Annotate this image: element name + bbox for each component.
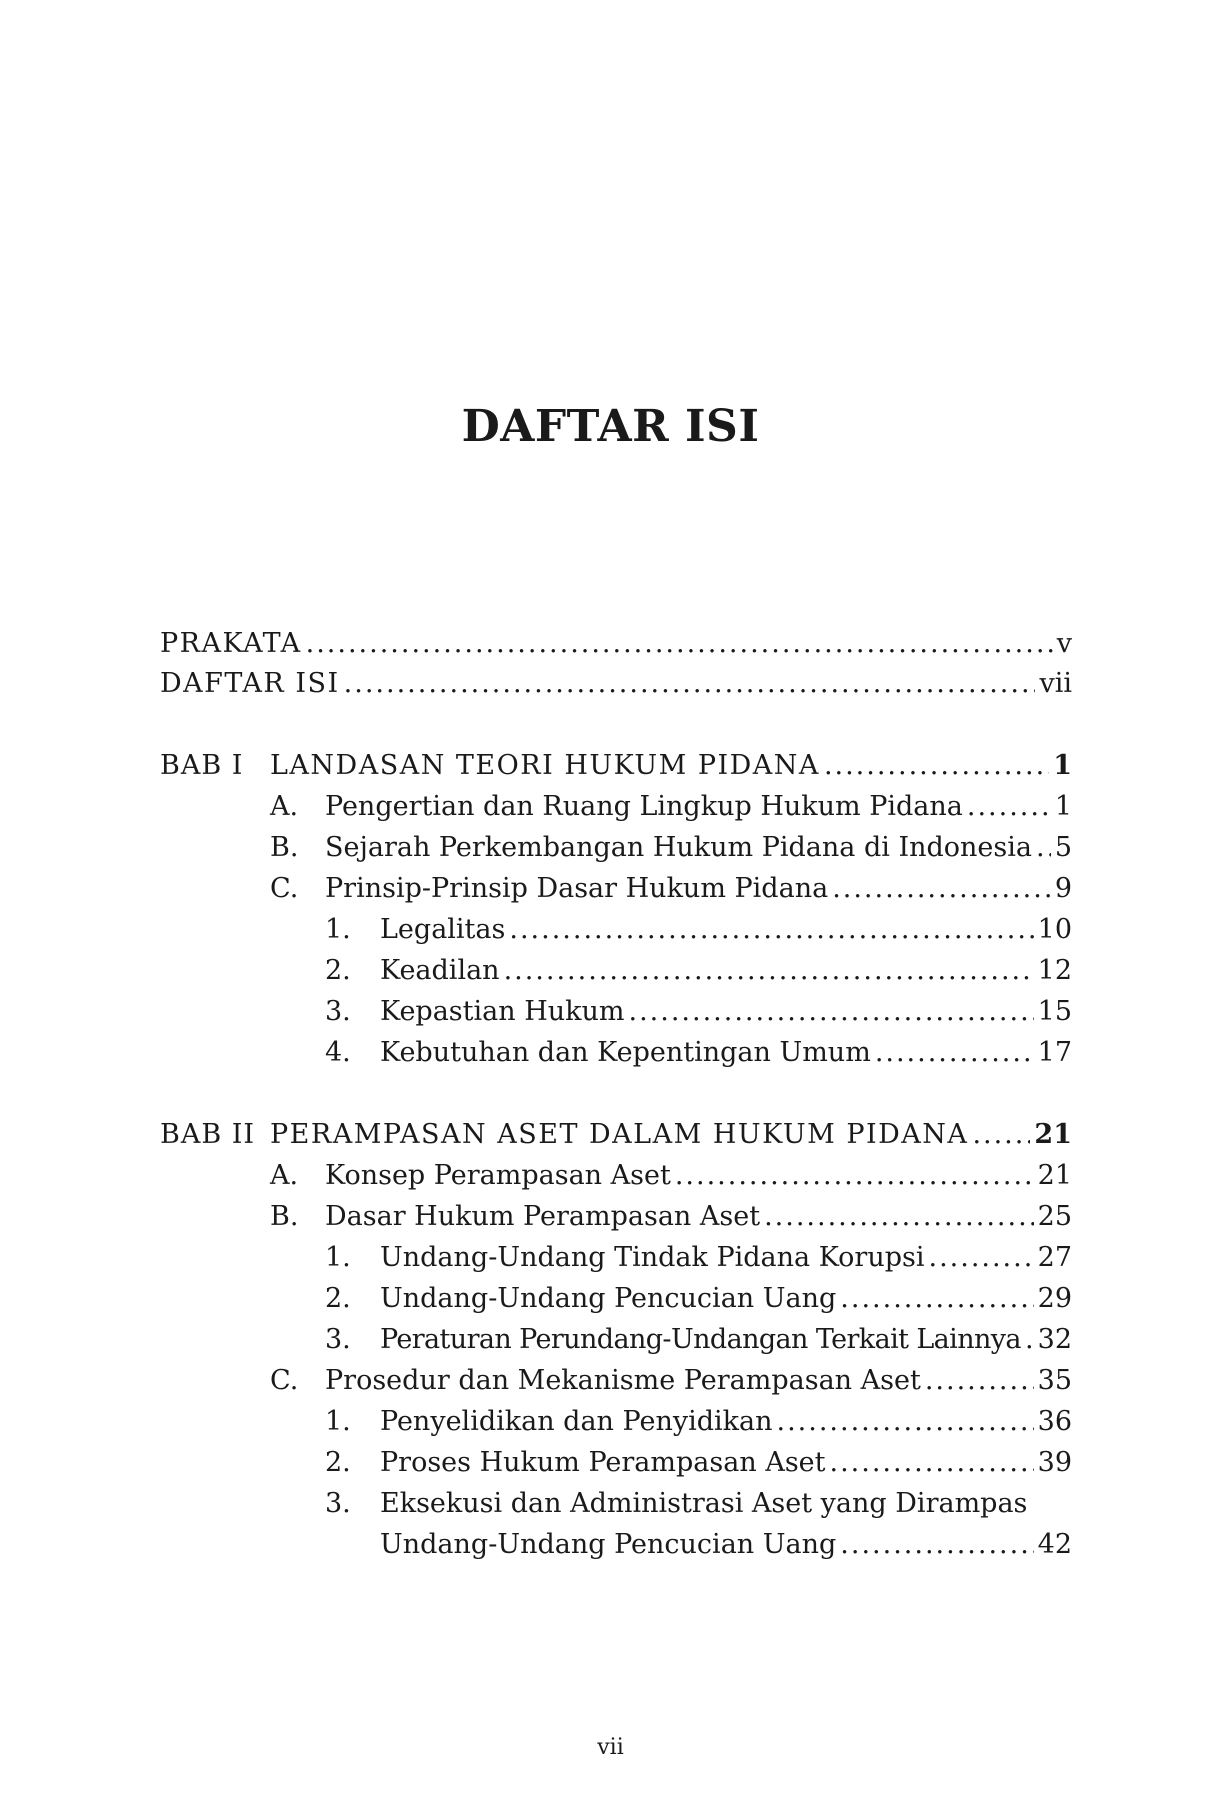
toc-section[interactable] bbox=[160, 1361, 1072, 1401]
toc-page-number: 35 bbox=[1037, 1365, 1072, 1396]
item-title: Kepastian Hukum bbox=[380, 996, 625, 1027]
item-marker: 3. bbox=[325, 1488, 351, 1519]
toc-page-number: 1 bbox=[1053, 750, 1072, 781]
toc-page-number: 1 bbox=[1054, 791, 1072, 822]
dot-leader bbox=[925, 1361, 1034, 1401]
dot-leader bbox=[777, 1402, 1034, 1442]
dot-leader bbox=[504, 951, 1034, 991]
section-title: Prinsip-Prinsip Dasar Hukum Pidana bbox=[325, 873, 829, 904]
section-title: Sejarah Perkembangan Hukum Pidana di Indonesia bbox=[325, 832, 1032, 863]
chapter-label: BAB II bbox=[160, 1119, 256, 1150]
item-marker: 1. bbox=[325, 1242, 351, 1273]
toc-entry-daftar-isi[interactable] bbox=[160, 664, 1072, 704]
item-marker: 3. bbox=[325, 996, 351, 1027]
dot-leader bbox=[306, 624, 1053, 664]
item-marker: 4. bbox=[325, 1037, 351, 1068]
toc-page-number: 39 bbox=[1037, 1447, 1072, 1478]
toc-section[interactable] bbox=[160, 828, 1072, 868]
chapter-label: BAB I bbox=[160, 750, 244, 781]
toc-section[interactable] bbox=[160, 869, 1072, 909]
item-title: Proses Hukum Perampasan Aset bbox=[380, 1447, 826, 1478]
toc-page-number: 42 bbox=[1037, 1529, 1072, 1560]
toc-page-number: 10 bbox=[1037, 914, 1072, 945]
item-marker: 2. bbox=[325, 1447, 351, 1478]
item-marker: 3. bbox=[325, 1324, 351, 1355]
dot-leader bbox=[875, 1033, 1034, 1073]
toc-entry-text: PRAKATA bbox=[160, 628, 302, 659]
toc-chapter-bab-1[interactable] bbox=[160, 746, 1072, 786]
dot-leader bbox=[344, 664, 1036, 704]
toc-subsection[interactable] bbox=[160, 910, 1072, 950]
toc-page-number: 25 bbox=[1037, 1201, 1072, 1232]
section-title: Dasar Hukum Perampasan Aset bbox=[325, 1201, 761, 1232]
dot-leader bbox=[967, 787, 1051, 827]
toc-page-number: 21 bbox=[1037, 1160, 1072, 1191]
toc-subsection[interactable] bbox=[160, 1484, 1072, 1524]
chapter-title: LANDASAN TEORI HUKUM PIDANA bbox=[270, 750, 820, 781]
dot-leader bbox=[840, 1525, 1033, 1565]
toc-page-number: 17 bbox=[1037, 1037, 1072, 1068]
item-title: Undang-Undang Tindak Pidana Korupsi bbox=[380, 1242, 925, 1273]
item-title-continuation: Undang-Undang Pencucian Uang bbox=[380, 1529, 837, 1560]
page-title: DAFTAR ISI bbox=[461, 401, 760, 453]
toc-page-number: 32 bbox=[1037, 1324, 1072, 1355]
toc-page-number: 36 bbox=[1037, 1406, 1072, 1437]
dot-leader bbox=[509, 910, 1033, 950]
dot-leader bbox=[840, 1279, 1033, 1319]
toc-subsection[interactable] bbox=[160, 951, 1072, 991]
item-title: Keadilan bbox=[380, 955, 500, 986]
toc-page-number: vii bbox=[1039, 668, 1072, 699]
toc-entry-text: DAFTAR ISI bbox=[160, 668, 340, 699]
dot-leader bbox=[629, 992, 1034, 1032]
section-marker: B. bbox=[270, 832, 299, 863]
dot-leader bbox=[675, 1156, 1034, 1196]
toc-subsection[interactable] bbox=[160, 1279, 1072, 1319]
toc-page-number: 29 bbox=[1037, 1283, 1072, 1314]
toc-subsection[interactable] bbox=[160, 1320, 1072, 1360]
toc-page-number: 27 bbox=[1037, 1242, 1072, 1273]
section-title: Pengertian dan Ruang Lingkup Hukum Pidana bbox=[325, 791, 963, 822]
dot-leader bbox=[1025, 1320, 1034, 1360]
item-marker: 1. bbox=[325, 914, 351, 945]
chapter-title: PERAMPASAN ASET DALAM HUKUM PIDANA bbox=[270, 1119, 969, 1150]
toc-section[interactable] bbox=[160, 1197, 1072, 1237]
toc-page-number: 12 bbox=[1037, 955, 1072, 986]
item-title: Kebutuhan dan Kepentingan Umum bbox=[380, 1037, 871, 1068]
toc-entry-prakata[interactable] bbox=[160, 624, 1072, 664]
toc-page-number: 15 bbox=[1037, 996, 1072, 1027]
toc-subsection[interactable] bbox=[160, 1443, 1072, 1483]
toc-section[interactable] bbox=[160, 787, 1072, 827]
page-number-footer: vii bbox=[597, 1735, 624, 1760]
section-marker: A. bbox=[270, 791, 299, 822]
toc-page-number: v bbox=[1056, 628, 1072, 659]
toc-subsection[interactable] bbox=[160, 1402, 1072, 1442]
toc-subsection-continuation[interactable] bbox=[160, 1525, 1072, 1565]
item-title: Legalitas bbox=[380, 914, 506, 945]
toc-subsection[interactable] bbox=[160, 1238, 1072, 1278]
dot-leader bbox=[830, 1443, 1034, 1483]
section-marker: C. bbox=[270, 1365, 299, 1396]
item-title: Penyelidikan dan Penyidikan bbox=[380, 1406, 773, 1437]
dot-leader bbox=[972, 1115, 1030, 1155]
toc-page-number: 9 bbox=[1054, 873, 1072, 904]
section-marker: B. bbox=[270, 1201, 299, 1232]
dot-leader bbox=[928, 1238, 1033, 1278]
item-title: Peraturan Perundang-Undangan Terkait Lainnya bbox=[380, 1324, 1021, 1355]
item-marker: 2. bbox=[325, 955, 351, 986]
dot-leader bbox=[764, 1197, 1034, 1237]
dot-leader bbox=[824, 746, 1049, 786]
toc-chapter-bab-2[interactable] bbox=[160, 1115, 1072, 1155]
item-marker: 2. bbox=[325, 1283, 351, 1314]
toc-subsection[interactable] bbox=[160, 992, 1072, 1032]
toc-subsection[interactable] bbox=[160, 1033, 1072, 1073]
item-marker: 1. bbox=[325, 1406, 351, 1437]
section-title: Konsep Perampasan Aset bbox=[325, 1160, 671, 1191]
section-marker: C. bbox=[270, 873, 299, 904]
dot-leader bbox=[832, 869, 1051, 909]
toc-section[interactable] bbox=[160, 1156, 1072, 1196]
section-title: Prosedur dan Mekanisme Perampasan Aset bbox=[325, 1365, 921, 1396]
dot-leader bbox=[1036, 828, 1051, 868]
section-marker: A. bbox=[270, 1160, 299, 1191]
item-title: Undang-Undang Pencucian Uang bbox=[380, 1283, 837, 1314]
toc-page-number: 5 bbox=[1054, 832, 1072, 863]
item-title: Eksekusi dan Administrasi Aset yang Dirampas bbox=[380, 1488, 1028, 1519]
toc-page-number: 21 bbox=[1034, 1119, 1072, 1150]
